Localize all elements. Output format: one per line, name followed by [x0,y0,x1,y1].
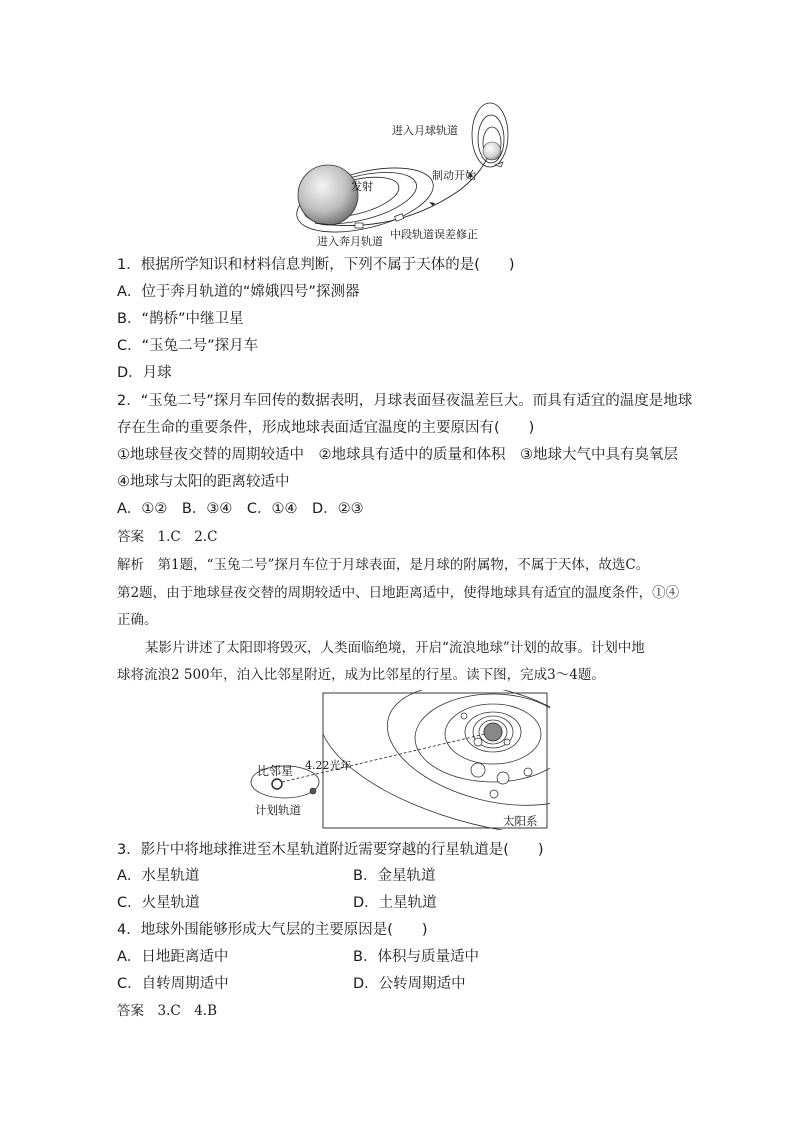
q1-option-b: B．“鹊桥”中继卫星 [117,311,244,327]
answer-1-2: 答案 1.C 2.C [117,529,218,545]
analysis-line1: 解析 第1题，“玉兔二号”探月车位于月球表面，是月球的附属物，不属于天体，故选C。 [117,557,650,573]
planet-1 [474,738,482,746]
planet-uranus [524,768,532,776]
q3-option-d: D．土星轨道 [353,895,437,911]
q1-stem: 1．根据所学知识和材料信息判断，下列不属于天体的是( ) [117,257,515,273]
sun-shape [484,723,502,741]
solar-system-frame [323,693,547,828]
moon-shape [483,142,501,160]
earth-shape [298,165,358,225]
label-lunar-orbit: 进入月球轨道 [392,124,458,137]
label-midcourse: 中段轨道误差修正 [390,228,478,241]
probe-shape-2 [395,214,404,221]
q2-options: A．①② B．③④ C．①④ D．②③ [117,501,364,517]
figure-lunar-trajectory [285,95,525,250]
q1-option-c: C．“玉兔二号”探月车 [117,338,259,354]
planet-3 [461,713,467,719]
proxima-star [272,779,282,789]
q4-option-d: D．公转周期适中 [353,976,466,992]
q4-stem: 4．地球外围能够形成大气层的主要原因是( ) [117,922,428,938]
q1-option-a: A．位于奔月轨道的“嫦娥四号”探测器 [117,284,360,300]
planet-neptune [490,790,498,798]
q2-items-line2: ④地球与太阳的距离较适中 [117,474,290,490]
q4-option-c: C．自转周期适中 [117,976,229,992]
label-distance: 4.22光年 [305,759,352,772]
planet-jupiter [471,763,485,777]
label-transfer: 进入奔月轨道 [317,235,383,248]
q3-option-a: A．水星轨道 [117,868,200,884]
q2-stem-line2: 存在生命的重要条件，形成地球表面适宜温度的主要原因有( ) [117,420,535,436]
label-planned-orbit: 计划轨道 [255,803,301,817]
passage-line2: 球将流浪2 500年，泊入比邻星附近，成为比邻星的行星。读下图，完成3～4题。 [117,667,605,683]
label-solar-system: 太阳系 [503,814,538,828]
analysis-line2: 第2题，由于地球昼夜交替的周期较适中、日地距离适中，使得地球具有适宜的温度条件，①④ [117,585,680,601]
label-launch: 发射 [351,180,373,193]
answer-3-4: 答案 3.C 4.B [117,1003,218,1019]
q3-option-c: C．火星轨道 [117,895,200,911]
figure-wandering-earth [245,690,550,830]
label-proxima: 比邻星 [257,764,294,778]
q3-stem: 3．影片中将地球推进至木星轨道附近需要穿越的行星轨道是( ) [117,842,544,858]
planet-2 [504,739,510,745]
q4-option-a: A．日地距离适中 [117,949,229,965]
probe-shape-1 [355,223,363,228]
q2-stem-line1: 2．“玉兔二号”探月车回传的数据表明，月球表面昼夜温差巨大。而具有适宜的温度是地球 [117,393,693,409]
earth-marker [310,788,316,794]
analysis-line3: 正确。 [117,612,158,628]
q4-option-b: B．体积与质量适中 [353,949,479,965]
passage-line1: 某影片讲述了太阳即将毁灭，人类面临绝境，开启“流浪地球”计划的故事。计划中地 [145,640,645,656]
q3-option-b: B．金星轨道 [353,868,436,884]
q2-items-line1: ①地球昼夜交替的周期较适中 ②地球具有适中的质量和体积 ③地球大气中具有臭氧层 [117,447,678,463]
q1-option-d: D．月球 [117,365,172,381]
label-brake: 制动开始 [432,169,476,182]
planet-saturn [497,772,509,784]
